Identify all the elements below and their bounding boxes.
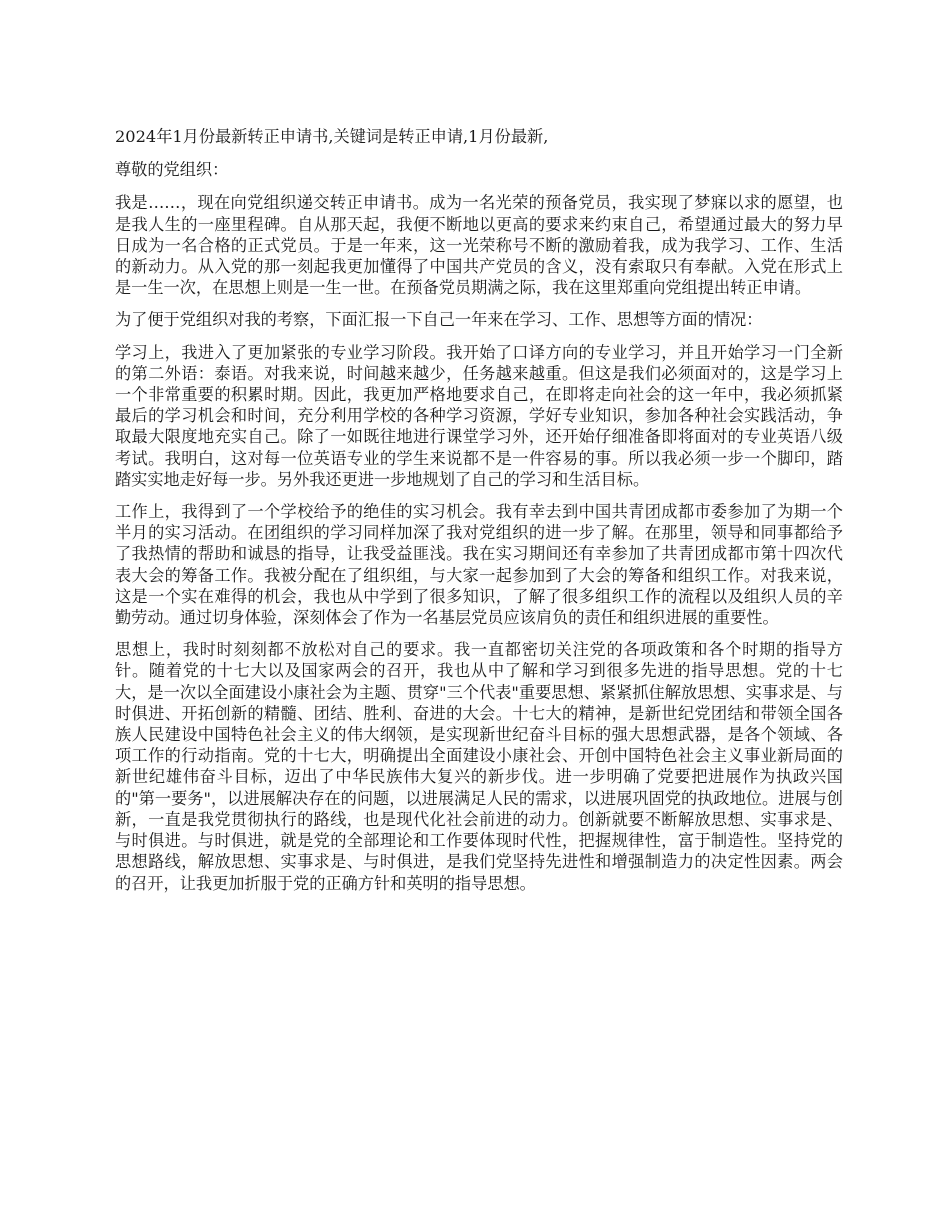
paragraph-intro: 我是……，现在向党组织递交转正申请书。成为一名光荣的预备党员，我实现了梦寐以求的愿望，也是我人生的一座里程碑。自从那天起，我便不断地以更高的要求来约束自己，希望通过最大的努力早日成为一名合格的正式党员。于是一年来，这一光荣称号不断的激励着我，成为我学习、工作、生活的新动力。从入党的那一刻起我更加懂得了中国共产党员的含义，没有索取只有奉献。入党在形式上是一生一次，在思想上则是一生一世。在预备党员期满之际，我在这里郑重向党组提出转正申请。	[115, 193, 843, 298]
document-title: 2024年1月份最新转正申请书,关键词是转正申请,1月份最新,	[115, 127, 549, 146]
paragraph-study: 学习上，我进入了更加紧张的专业学习阶段。我开始了口译方向的专业学习，并且开始学习一门全新的第二外语：泰语。对我来说，时间越来越少，任务越来越重。但这是我们必须面对的，这是学习上一个非常重要的积累时期。因此，我更加严格地要求自己，在即将走向社会的这一年中，我必须抓紧最后的学习机会和时间，充分利用学校的各种学习资源，学好专业知识，参加各种社会实践活动，争取最大限度地充实自己。除了一如既往地进行课堂学习外，还开始仔细准备即将面对的专业英语八级考试。我明白，这对每一位英语专业的学生来说都不是一件容易的事。所以我必须一步一个脚印，踏踏实实地走好每一步。另外我还更进一步地规划了自己的学习和生活目标。	[115, 342, 843, 489]
salutation: 尊敬的党组织：	[115, 160, 229, 180]
paragraph-thought: 思想上，我时时刻刻都不放松对自己的要求。我一直都密切关注党的各项政策和各个时期的指导方针。随着党的十七大以及国家两会的召开，我也从中了解和学习到很多先进的指导思想。党的十七大，是一次以全面建设小康社会为主题、贯穿"三个代表"重要思想、紧紧抓住解放思想、实事求是、与时俱进、开拓创新的精髓、团结、胜利、奋进的大会。十七大的精神，是新世纪党团结和带领全国各族人民建设中国特色社会主义的伟大纲领，是实现新世纪奋斗目标的强大思想武器，是各个领域、各项工作的行动指南。党的十七大，明确提出全面建设小康社会、开创中国特色社会主义事业新局面的新世纪雄伟奋斗目标，迈出了中华民族伟大复兴的新步伐。进一步明确了党要把进展作为执政兴国的"第一要务"，以进展解决存在的问题，以进展满足人民的需求，以进展巩固党的执政地位。进展与创新，一直是我党贯彻执行的路线，也是现代化社会前进的动力。创新就要不断解放思想、实事求是、与时俱进。与时俱进，就是党的全部理论和工作要体现时代性，把握规律性，富于制造性。坚持党的思想路线，解放思想、实事求是、与时俱进，是我们党坚持先进性和增强制造力的决定性因素。两会的召开，让我更加折服于党的正确方针和英明的指导思想。	[115, 640, 843, 893]
paragraph-work: 工作上，我得到了一个学校给予的绝佳的实习机会。我有幸去到中国共青团成都市委参加了为期一个半月的实习活动。在团组织的学习同样加深了我对党组织的进一步了解。在那里，领导和同事都给予了我热情的帮助和诚恳的指导，让我受益匪浅。我在实习期间还有幸参加了共青团成都市第十四次代表大会的筹备工作。我被分配在了组织组，与大家一起参加到了大会的筹备和组织工作。对我来说，这是一个实在难得的机会，我也从中学到了很多知识，了解了很多组织工作的流程以及组织人员的辛勤劳动。通过切身体验，深刻体会了作为一名基层党员应该肩负的责任和组织进展的重要性。	[115, 502, 843, 628]
paragraph-report-lead: 为了便于党组织对我的考察，下面汇报一下自己一年来在学习、工作、思想等方面的情况：	[115, 310, 763, 330]
document-page	[115, 126, 843, 905]
